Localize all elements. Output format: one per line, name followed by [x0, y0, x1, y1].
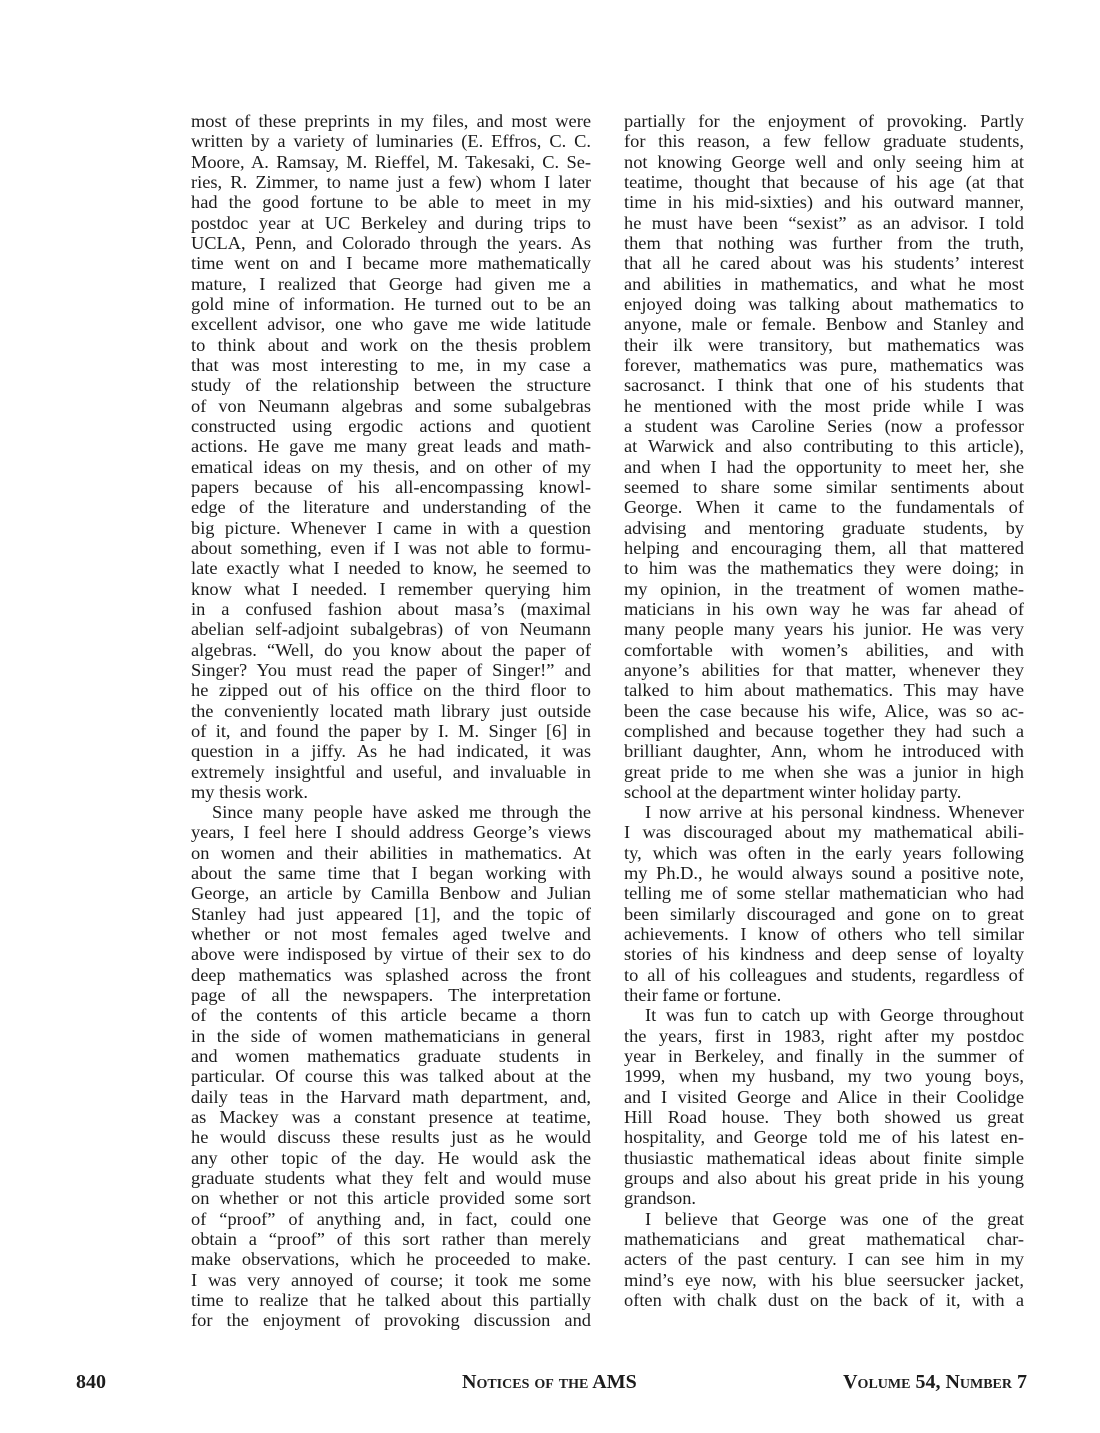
text-line: many people many years his junior. He was very: [624, 619, 1024, 640]
text-line: seemed to share some similar sentiments about: [624, 476, 1024, 497]
text-line: George, an article by Camilla Benbow and Julian: [191, 883, 591, 904]
left-text-column: [191, 111, 591, 1331]
text-line: question in a jiffy. As he had indicated, it was: [191, 741, 591, 762]
text-line: to think about and work on the thesis problem: [191, 334, 591, 355]
text-line: them that nothing was further from the truth,: [624, 232, 1024, 253]
text-line: teatime, thought that because of his age (at that: [624, 171, 1024, 192]
text-line: page of all the newspapers. The interpretation: [191, 985, 591, 1006]
text-line: he zipped out of his office on the third floor to: [191, 680, 591, 701]
text-line: of the contents of this article became a thorn: [191, 1005, 591, 1026]
text-line: time to realize that he talked about this partially: [191, 1290, 591, 1311]
journal-title: Notices of the AMS: [462, 1371, 637, 1393]
text-line: their ilk were transitory, but mathematics was: [624, 334, 1024, 355]
text-line: extremely insightful and useful, and invaluable in: [191, 761, 591, 782]
text-line: the conveniently located math library just outside: [191, 700, 591, 721]
text-line: Moore, A. Ramsay, M. Rieffel, M. Takesaki, C. Se-: [191, 151, 591, 172]
text-line: ries, R. Zimmer, to name just a few) whom I later: [191, 171, 591, 192]
text-line: talked to him about mathematics. This may have: [624, 680, 1024, 701]
text-line: complished and because together they had such a: [624, 720, 1024, 741]
text-line: to him was the mathematics they were doing; in: [624, 558, 1024, 579]
text-line: Singer? You must read the paper of Singer!” and: [191, 659, 591, 680]
text-line: years, I feel here I should address George’s views: [191, 822, 591, 843]
text-line: and women mathematics graduate students in: [191, 1046, 591, 1067]
text-line: their fame or fortune.: [624, 985, 782, 1006]
text-line: at Warwick and also contributing to this article),: [624, 436, 1024, 457]
text-line: any other topic of the day. He would ask the: [191, 1147, 591, 1168]
text-line: and I visited George and Alice in their Coolidge: [624, 1086, 1024, 1107]
text-line: on whether or not this article provided some sort: [191, 1188, 591, 1209]
text-line: the years, first in 1983, right after my postdoc: [624, 1025, 1024, 1046]
text-line: hospitality, and George told me of his latest en-: [624, 1127, 1024, 1148]
text-line: he would discuss these results just as he would: [191, 1127, 591, 1148]
text-line: helping and encouraging them, all that mattered: [624, 537, 1024, 558]
text-line: mature, I realized that George had given me a: [191, 273, 591, 294]
text-line: mathematicians and great mathematical char-: [624, 1229, 1024, 1250]
text-line: acters of the past century. I can see him in my: [624, 1249, 1024, 1270]
text-line: ty, which was often in the early years following: [624, 842, 1024, 863]
text-line: algebras. “Well, do you know about the paper of: [191, 639, 591, 660]
text-line: of “proof” of anything and, in fact, could one: [191, 1208, 591, 1229]
text-line: I now arrive at his personal kindness. Whenever: [645, 802, 1024, 823]
text-line: actions. He gave me many great leads and math-: [191, 436, 591, 457]
text-line: above were indisposed by virtue of their sex to do: [191, 944, 591, 965]
text-line: daily teas in the Harvard math department, and,: [191, 1086, 591, 1107]
text-line: in the side of women mathematicians in general: [191, 1025, 591, 1046]
text-line: stories of his kindness and deep sense of loyalty: [624, 944, 1024, 965]
text-line: achievements. I know of others who tell similar: [624, 924, 1024, 945]
text-line: been similarly discouraged and gone on to great: [624, 903, 1024, 924]
text-line: big picture. Whenever I came in with a question: [191, 517, 591, 538]
text-line: anyone’s abilities for that matter, whenever they: [624, 659, 1024, 680]
text-line: that all he cared about was his students’ interest: [624, 253, 1024, 274]
volume-issue: Volume 54, Number 7: [843, 1371, 1027, 1393]
text-line: for the enjoyment of provoking discussion and: [191, 1310, 591, 1331]
text-line: sacrosanct. I think that one of his students that: [624, 375, 1024, 396]
text-line: advising and mentoring graduate students, by: [624, 517, 1024, 538]
text-line: papers because of his all-encompassing knowl-: [191, 476, 591, 497]
text-line: know what I needed. I remember querying him: [191, 578, 591, 599]
right-text-column: [624, 111, 1024, 1310]
text-line: my opinion, in the treatment of women mathe-: [624, 578, 1024, 599]
text-line: for this reason, a few fellow graduate students,: [624, 131, 1024, 152]
text-line: excellent advisor, one who gave me wide latitude: [191, 314, 591, 335]
text-line: mind’s eye now, with his blue seersucker jacket,: [624, 1269, 1024, 1290]
text-line: in a confused fashion about masa’s (maximal: [191, 598, 591, 619]
text-line: of it, and found the paper by I. M. Singer [6] in: [191, 720, 591, 741]
text-line: maticians in his own way he was far ahead of: [624, 598, 1024, 619]
text-line: had the good fortune to be able to meet in my: [191, 192, 591, 213]
text-line: particular. Of course this was talked about at the: [191, 1066, 591, 1087]
text-line: Stanley had just appeared [1], and the topic of: [191, 903, 591, 924]
text-line: ematical ideas on my thesis, and on other of my: [191, 456, 591, 477]
text-line: I was discouraged about my mathematical abili-: [624, 822, 1024, 843]
page-number: 840: [76, 1371, 106, 1393]
text-line: constructed using ergodic actions and quotient: [191, 415, 591, 436]
text-line: groups and also about his great pride in his young: [624, 1168, 1024, 1189]
text-line: partially for the enjoyment of provoking. Partly: [624, 111, 1024, 131]
text-line: of von Neumann algebras and some subalgebras: [191, 395, 591, 416]
text-line: Since many people have asked me through the: [212, 802, 591, 823]
text-line: Hill Road house. They both showed us great: [624, 1107, 1024, 1128]
text-line: on women and their abilities in mathematics. At: [191, 842, 591, 863]
text-line: often with chalk dust on the back of it, with a: [624, 1290, 1024, 1311]
text-line: comfortable with women’s abilities, and with: [624, 639, 1024, 660]
text-line: make observations, which he proceeded to make.: [191, 1249, 591, 1270]
text-line: graduate students what they felt and would muse: [191, 1168, 591, 1189]
text-line: anyone, male or female. Benbow and Stanley and: [624, 314, 1024, 335]
text-line: and when I had the opportunity to meet her, she: [624, 456, 1024, 477]
text-line: he must have been “sexist” as an advisor. I told: [624, 212, 1024, 233]
text-line: study of the relationship between the structure: [191, 375, 591, 396]
text-line: as Mackey was a constant presence at teatime,: [191, 1107, 591, 1128]
text-line: and abilities in mathematics, and what he most: [624, 273, 1024, 294]
text-line: he mentioned with the most pride while I was: [624, 395, 1024, 416]
text-line: about the same time that I began working with: [191, 863, 591, 884]
text-line: most of these preprints in my files, and most were: [191, 111, 591, 131]
text-line: a student was Caroline Series (now a professor: [624, 415, 1024, 436]
text-line: been the case because his wife, Alice, was so ac-: [624, 700, 1024, 721]
text-line: abelian self-adjoint subalgebras) of von Neumann: [191, 619, 591, 640]
text-line: telling me of some stellar mathematician who had: [624, 883, 1024, 904]
text-line: time went on and I became more mathematically: [191, 253, 591, 274]
text-line: about something, even if I was not able to formu-: [191, 537, 591, 558]
text-line: my Ph.D., he would always sound a positive note,: [624, 863, 1024, 884]
text-line: grandson.: [624, 1188, 697, 1209]
text-line: postdoc year at UC Berkeley and during trips to: [191, 212, 591, 233]
text-line: whether or not most females aged twelve and: [191, 924, 591, 945]
text-line: edge of the literature and understanding of the: [191, 497, 591, 518]
text-line: 1999, when my husband, my two young boys,: [624, 1066, 1024, 1087]
text-line: George. When it came to the fundamentals of: [624, 497, 1024, 518]
text-line: time in his mid-sixties) and his outward manner,: [624, 192, 1024, 213]
text-line: my thesis work.: [191, 781, 308, 802]
text-line: not knowing George well and only seeing him at: [624, 151, 1024, 172]
text-line: thusiastic mathematical ideas about finite simple: [624, 1147, 1024, 1168]
text-line: written by a variety of luminaries (E. Effros, C. C.: [191, 131, 591, 152]
text-line: I believe that George was one of the great: [645, 1208, 1024, 1229]
text-line: deep mathematics was splashed across the front: [191, 964, 591, 985]
text-line: school at the department winter holiday party.: [624, 781, 962, 802]
text-line: brilliant daughter, Ann, whom he introduced with: [624, 741, 1024, 762]
text-line: It was fun to catch up with George throughout: [645, 1005, 1024, 1026]
text-line: year in Berkeley, and finally in the summer of: [624, 1046, 1024, 1067]
text-line: forever, mathematics was pure, mathematics was: [624, 354, 1024, 375]
text-line: great pride to me when she was a junior in high: [624, 761, 1024, 782]
text-line: late exactly what I needed to know, he seemed to: [191, 558, 591, 579]
text-line: that was most interesting to me, in my case a: [191, 354, 591, 375]
text-line: I was very annoyed of course; it took me some: [191, 1269, 591, 1290]
text-line: UCLA, Penn, and Colorado through the years. As: [191, 232, 591, 253]
text-line: gold mine of information. He turned out to be an: [191, 293, 591, 314]
text-line: enjoyed doing was talking about mathematics to: [624, 293, 1024, 314]
text-line: obtain a “proof” of this sort rather than merely: [191, 1229, 591, 1250]
text-line: to all of his colleagues and students, regardless of: [624, 964, 1024, 985]
